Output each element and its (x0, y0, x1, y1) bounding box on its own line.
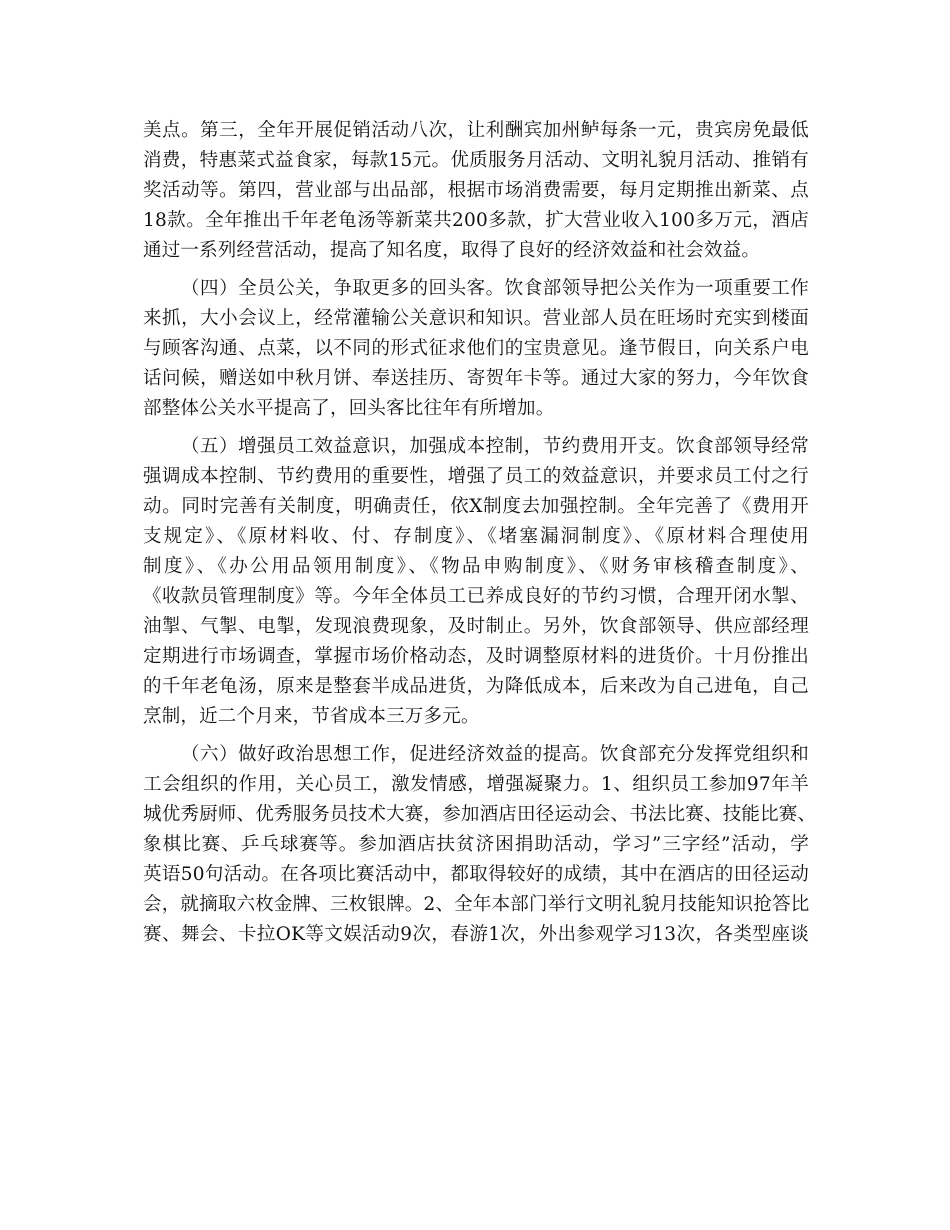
text-line: 支规定》、《原材料收、付、存制度》、《堵塞漏洞制度》、《原材料合理使用 (143, 526, 809, 547)
text-line: 制度》、《办公用品领用制度》、《物品申购制度》、《财务审核稽查制度》、 (143, 556, 809, 577)
text-line: 工会组织的作用，关心员工，激发情感，增强凝聚力。1、组织员工参加97年羊 (143, 774, 809, 795)
text-line: 美点。第三，全年开展促销活动八次，让利酬宾加州鲈每条一元，贵宾房免最低 (143, 120, 809, 141)
text-line: 奖活动等。第四，营业部与出品部，根据市场消费需要，每月定期推出新菜、点 (143, 180, 809, 201)
text-line: 油掣、气掣、电掣，发现浪费现象，及时制止。另外，饮食部领导、供应部经理 (143, 616, 809, 637)
text-line: 18款。全年推出千年老龟汤等新菜共200多款，扩大营业收入100多万元，酒店 (143, 210, 809, 231)
text-line: 与顾客沟通、点菜，以不同的形式征求他们的宝贵意见。逢节假日，向关系户电 (143, 338, 809, 359)
text-line: 《收款员管理制度》等。今年全体员工已养成良好的节约习惯，合理开闭水掣、 (143, 586, 809, 607)
paragraph-1 (143, 116, 809, 266)
text-line: 烹制，近二个月来，节省成本三万多元。 (143, 706, 480, 727)
text-line: （六）做好政治思想工作，促进经济效益的提高。饮食部充分发挥党组织和 (181, 744, 809, 765)
paragraph-3 (143, 432, 809, 732)
document-body (143, 116, 817, 950)
text-line: 强调成本控制、节约费用的重要性，增强了员工的效益意识，并要求员工付之行 (143, 466, 809, 487)
text-line: （四）全员公关，争取更多的回头客。饮食部领导把公关作为一项重要工作 (181, 278, 809, 299)
text-line: 定期进行市场调查，掌握市场价格动态，及时调整原材料的进货价。十月份推出 (143, 646, 809, 667)
text-line: 通过一系列经营活动，提高了知名度，取得了良好的经济效益和社会效益。 (143, 240, 761, 261)
text-line: 会，就摘取六枚金牌、三枚银牌。2、全年本部门举行文明礼貌月技能知识抢答比 (143, 894, 810, 915)
text-line: 话问候，赠送如中秋月饼、奉送挂历、寄贺年卡等。通过大家的努力，今年饮食 (143, 368, 809, 389)
paragraph-spacer (143, 732, 809, 740)
text-line: 象棋比赛、乒乓球赛等。参加酒店扶贫济困捐助活动，学习”三字经”活动，学 (143, 834, 809, 855)
text-line: 来抓，大小会议上，经常灌输公关意识和知识。营业部人员在旺场时充实到楼面 (143, 308, 809, 329)
paragraph-spacer (143, 424, 809, 432)
text-line: 城优秀厨师、优秀服务员技术大赛，参加酒店田径运动会、书法比赛、技能比赛、 (143, 804, 817, 825)
text-line: 的千年老龟汤，原来是整套半成品进货，为降低成本，后来改为自己进龟，自己 (143, 676, 809, 697)
text-line: 动。同时完善有关制度，明确责任，依X制度去加强控制。全年完善了《费用开 (143, 496, 809, 517)
text-line: 赛、舞会、卡拉OK等文娱活动9次，春游1次，外出参观学习13次，各类型座谈 (143, 924, 809, 945)
text-line: 部整体公关水平提高了，回头客比往年有所增加。 (143, 398, 555, 419)
paragraph-spacer (143, 266, 809, 274)
text-line: 英语50句活动。在各项比赛活动中，都取得较好的成绩，其中在酒店的田径运动 (143, 864, 809, 885)
text-line: （五）增强员工效益意识，加强成本控制，节约费用开支。饮食部领导经常 (181, 436, 809, 457)
paragraph-2 (143, 274, 809, 424)
text-line: 消费，特惠菜式益食家，每款15元。优质服务月活动、文明礼貌月活动、推销有 (143, 150, 809, 171)
paragraph-4 (143, 740, 817, 950)
